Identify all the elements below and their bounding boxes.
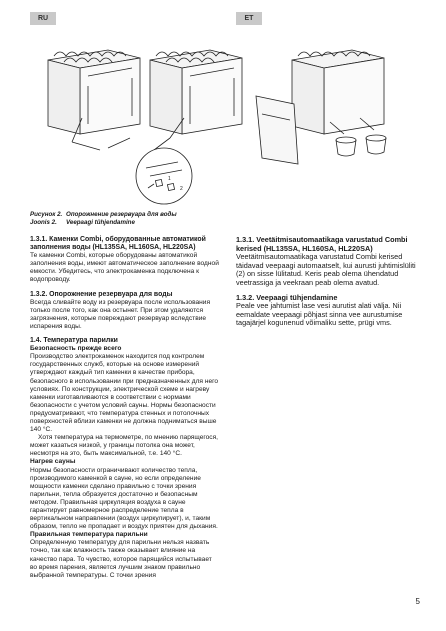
section-1-3-1-body-et: Veetäitmisautomaatikaga varustatud Combi kerised täidavad veepaagi automaatselt, kui aurusti juhtimislüliti (2) on sisse lülitatud. Keris peab olema ühendatud veetrassiga ja veekraan peab olema avatud. (236, 252, 416, 287)
language-tag-et: ET (236, 12, 262, 25)
figure-caption (30, 211, 177, 227)
section-1-3-2-title-ru: 1.3.2. Опорожнение резервуара для воды (30, 290, 173, 298)
section-1-3-2-title-et: 1.3.2. Veepaagi tühjendamine (236, 292, 338, 302)
callout-2: 2 (180, 186, 183, 192)
heating-subtitle-ru: Нагрев сауны (30, 458, 76, 466)
callout-1: 1 (168, 176, 171, 182)
heater-illustration (30, 38, 415, 206)
safety-subtitle-ru: Безопасность прежде всего (30, 345, 122, 353)
correct-temperature-body-ru: Определенную температуру для парильни нельзя назвать точно, так как влажность также оказывает влияние на качество пара. То чувство, которое парящийся испытывает во время парения, является лучшим знаком правильно выбранной температуры. С точки зрения (30, 539, 212, 579)
russian-column (30, 236, 220, 580)
thermometer-body-ru: Хотя температура на термометре, по мнению парящегося, может казаться низкой, у границы потолка она может, несмотря на это, быть максимальной, т.е. 140 °C. (30, 434, 219, 458)
caption-ru-text: Опорожнение резервуара для воды (66, 211, 177, 218)
heater-drawing-left (48, 50, 140, 150)
heater-drawing-right (256, 50, 386, 164)
section-1-3-2-body-ru: Всегда сливайте воду из резервуара после использования только после того, как она остынет. При этом удаляются загрязнения, которые повреждают резервуар вследствие испарения воды. (30, 298, 211, 330)
language-tag-ru: RU (30, 12, 56, 25)
heating-body-ru: Нормы безопасности ограничивают количество тепла, производимого каменкой в сауне, но если определение мощности каменки сделано правильно с точки зрения парильни, тепла образуется достаточно и безопасным методом. Правильная циркуляция воздуха в сауне гарантирует равномерное распределение тепла в вертикальном направлении (воздух циркулирует), и, таким образом, тепло не пропадает и воздух приятен для дыхания. (30, 466, 218, 531)
estonian-column (236, 236, 422, 334)
caption-ru-number: Рисунок 2. (30, 211, 63, 218)
detail-zoom (108, 138, 192, 204)
section-1-3-1-title-ru: 1.3.1. Каменки Combi, оборудованные автоматикой заполнения воды (HL135SA, HL160SA, HL220SA) (30, 236, 206, 252)
section-1-3-2-body-et: Peale vee jahtumist lase vesi aurutist alati välja. Nii eemaldate veepaagi põhjast sinna vee aurustumise tagajärjel kogunenud võimaliku sette, prügi vms. (236, 301, 403, 328)
safety-body-ru: Производство электрокаменок находится под контролем государственных служб, которые на основе измерений утверждают каждый тип каменки в качестве прибора, безопасного в использовании при предназначенных для него условиях. По конструкции, электрической схеме и нагреву каменки изготавливаются в соответствии с нормами безопасности с учетом условий сауны. Нормы безопасности предусматривают, что температура стенных и потолочных поверхностей вблизи каменки не должна подниматься выше 140 °C. (30, 353, 219, 434)
correct-temperature-subtitle-ru: Правильная температура парильни (30, 531, 148, 539)
section-1-3-1-body-ru: Те каменки Combi, которые оборудованы автоматикой заполнения воды, имеют автоматическое заполнение водной емкости. Убедитесь, что электрокаменка подключена к водопроводу. (30, 252, 219, 284)
section-1-4-title-ru: 1.4. Температура парилки (30, 337, 118, 345)
page-number: 5 (415, 597, 420, 606)
heater-drawing-middle (150, 50, 242, 138)
caption-et-number: Joonis 2. (30, 219, 57, 226)
section-1-3-1-title-et: 1.3.1. Veetäitmisautomaatikaga varustatud Combi kerised (HL135SA, HL160SA, HL220SA) (236, 235, 408, 253)
caption-et-text: Veepaagi tühjendamine (66, 219, 135, 226)
